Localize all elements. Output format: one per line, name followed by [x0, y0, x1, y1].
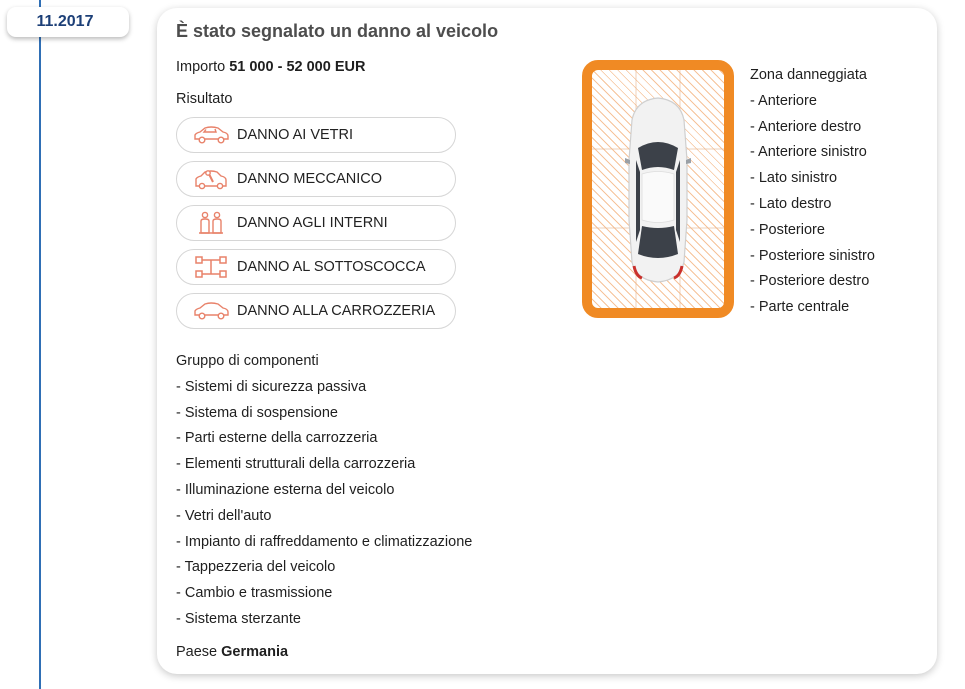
timeline-date: 11.2017 [36, 13, 94, 30]
car-seats-icon [191, 211, 231, 235]
country-value: Germania [221, 644, 289, 660]
result-label: Risultato [176, 91, 233, 107]
damage-zone-item: - Posteriore [750, 221, 825, 238]
component-item: - Parti esterne della carrozzeria [176, 430, 378, 447]
result-pill-underbody[interactable] [176, 249, 456, 285]
damage-report-card [157, 8, 937, 674]
component-item: - Sistema sterzante [176, 610, 301, 627]
result-pill-bodywork[interactable] [176, 293, 456, 329]
damage-zone-item: - Anteriore destro [750, 118, 862, 135]
car-top-view-icon [592, 70, 724, 308]
car-glass-icon [191, 123, 231, 147]
result-list [176, 117, 456, 337]
damage-zone-item: - Posteriore sinistro [750, 247, 875, 264]
result-pill-interior[interactable] [176, 205, 456, 241]
timeline-date-badge [7, 7, 129, 37]
amount-value: 51 000 - 52 000 EUR [229, 59, 366, 75]
damage-zone-item: - Lato sinistro [750, 170, 838, 187]
component-item: - Vetri dell'auto [176, 507, 272, 524]
component-item: - Elementi strutturali della carrozzeria [176, 456, 416, 473]
component-item: - Cambio e trasmissione [176, 585, 333, 602]
wrench-icon [191, 167, 231, 191]
country-label: Paese [176, 644, 218, 660]
car-body-icon [191, 299, 231, 323]
result-label-text: DANNO ALLA CARROZZERIA [237, 303, 436, 319]
damage-zone-item: - Anteriore sinistro [750, 144, 867, 161]
components-title: Gruppo di componenti [176, 353, 319, 369]
components-section [176, 349, 472, 633]
damage-zone-diagram [582, 60, 734, 318]
country-line [176, 644, 288, 660]
damage-zone-item: - Anteriore [750, 92, 817, 109]
component-item: - Sistema di sospensione [176, 404, 338, 421]
component-item: - Impianto di raffreddamento e climatizzazione [176, 533, 473, 550]
damage-zone-title: Zona danneggiata [750, 67, 867, 83]
damage-zone-list [750, 63, 875, 321]
amount-label: Importo [176, 59, 226, 75]
component-item: - Illuminazione esterna del veicolo [176, 481, 395, 498]
result-label-text: DANNO AL SOTTOSCOCCA [237, 259, 426, 275]
damage-zone-item: - Lato destro [750, 195, 832, 212]
damage-zone-item: - Posteriore destro [750, 273, 870, 290]
timeline-line [39, 0, 41, 689]
card-title: È stato segnalato un danno al veicolo [176, 21, 499, 41]
result-label-text: DANNO MECCANICO [237, 171, 383, 187]
component-item: - Tappezzeria del veicolo [176, 559, 336, 576]
result-label-text: DANNO AGLI INTERNI [237, 215, 388, 231]
result-label-text: DANNO AI VETRI [237, 127, 354, 143]
component-item: - Sistemi di sicurezza passiva [176, 378, 367, 395]
result-pill-mechanical[interactable] [176, 161, 456, 197]
amount-line [176, 59, 365, 75]
chassis-icon [191, 255, 231, 279]
result-pill-glass[interactable] [176, 117, 456, 153]
damage-zone-item: - Parte centrale [750, 299, 850, 316]
